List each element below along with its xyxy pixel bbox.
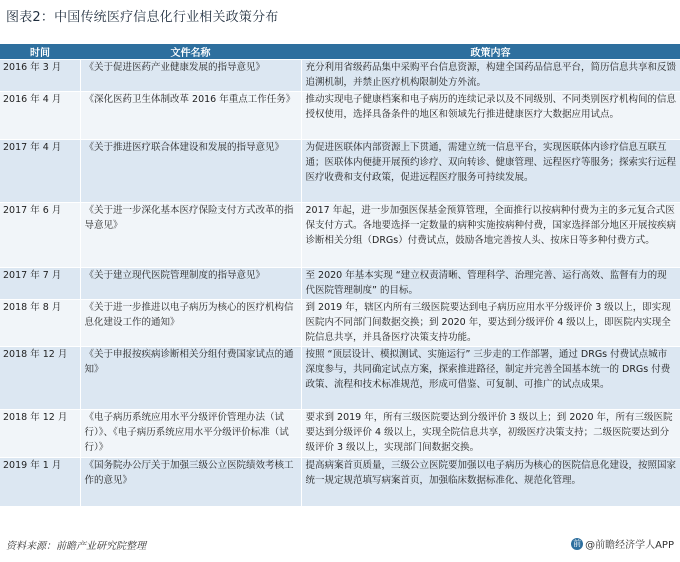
cell-name: 《关于进一步深化基本医疗保险支付方式改革的指导意见》 (80, 203, 301, 268)
cell-content: 要求到 2019 年，所有三级医院要达到分级评价 3 级以上；到 2020 年，所有三级医院要达到分级评价 4 级以上，实现全院信息共享，初级医疗决策支持；二级医院要达到分级评价 3 级以上，实现部门间数据交换。 (301, 410, 680, 458)
cell-name: 《关于促进医药产业健康发展的指导意见》 (80, 60, 301, 92)
cell-time: 2019 年 1 月 (0, 458, 80, 506)
source-note: 资料来源：前瞻产业研究院整理 (6, 541, 146, 552)
table-row (0, 60, 680, 92)
cell-content: 提高病案首页质量，三级公立医院要加强以电子病历为核心的医院信息化建设，按照国家统一规定规范填写病案首页，加强临床数据标准化、规范化管理。 (301, 458, 680, 506)
table-row (0, 347, 680, 410)
cell-name: 《关于推进医疗联合体建设和发展的指导意见》 (80, 140, 301, 203)
cell-time: 2018 年 12 月 (0, 347, 80, 410)
cell-time: 2016 年 3 月 (0, 60, 80, 92)
cell-time: 2017 年 7 月 (0, 268, 80, 300)
column-header-time: 时间 (0, 44, 80, 60)
table-row (0, 92, 680, 140)
column-header-content: 政策内容 (301, 44, 680, 60)
table-row (0, 203, 680, 268)
cell-content: 至 2020 年基本实现 “建立权责清晰、管理科学、治理完善、运行高效、监督有力的现代医院管理制度” 的目标。 (301, 268, 680, 300)
brand-text: @前瞻经济学人APP (585, 540, 674, 551)
figure-title: 图表2：中国传统医疗信息化行业相关政策分布 (6, 10, 279, 25)
cell-time: 2018 年 12 月 (0, 410, 80, 458)
table-row (0, 268, 680, 300)
cell-name: 《关于申报按疾病诊断相关分组付费国家试点的通知》 (80, 347, 301, 410)
cell-time: 2017 年 4 月 (0, 140, 80, 203)
cell-time: 2018 年 8 月 (0, 300, 80, 347)
column-header-name: 文件名称 (80, 44, 301, 60)
cell-content: 按照 “顶层设计、模拟测试、实施运行” 三步走的工作部署，通过 DRGs 付费试点城市深度参与，共同确定试点方案，探索推进路径，制定并完善全国基本统一的 DRGs 付费政策、流程和技术标准规范，形成可借鉴、可复制、可推广的试点成果。 (301, 347, 680, 410)
cell-content: 为促进医联体内部资源上下贯通，需建立统一信息平台，实现医联体内诊疗信息互联互通；医联体内便捷开展预约诊疗、双向转诊、健康管理、远程医疗等服务；探索实行远程医疗收费和支付政策，促进远程医疗服务可持续发展。 (301, 140, 680, 203)
policy-table (0, 44, 680, 506)
cell-content: 2017 年起，进一步加强医保基金预算管理，全面推行以按病种付费为主的多元复合式医保支付方式。各地要选择一定数量的病种实施按病种付费，国家选择部分地区开展按疾病诊断相关分组（DRGs）付费试点，鼓励各地完善按人头、按床日等多种付费方式。 (301, 203, 680, 268)
cell-content: 充分利用省级药品集中采购平台信息资源，构建全国药品信息平台，简历信息共享和反馈追溯机制，并禁止医疗机构限制处方外流。 (301, 60, 680, 92)
brand-logo-icon: 前 (573, 538, 582, 548)
cell-content: 推动实现电子健康档案和电子病历的连续记录以及不同级别、不同类别医疗机构间的信息授权使用，选择具备条件的地区和领域先行推进健康医疗大数据应用试点。 (301, 92, 680, 140)
cell-content: 到 2019 年，辖区内所有三级医院要达到电子病历应用水平分级评价 3 级以上，即实现医院内不同部门间数据交换；到 2020 年，要达到分级评价 4 级以上，即医院内实现全院信息共享，并具备医疗决策支持功能。 (301, 300, 680, 347)
brand-credit (571, 536, 674, 551)
cell-name: 《电子病历系统应用水平分级评价管理办法（试行）》、《电子病历系统应用水平分级评价标准（试行）》 (80, 410, 301, 458)
cell-name: 《关于建立现代医院管理制度的指导意见》 (80, 268, 301, 300)
table-row (0, 140, 680, 203)
cell-time: 2016 年 4 月 (0, 92, 80, 140)
table-header-row (0, 44, 680, 60)
cell-time: 2017 年 6 月 (0, 203, 80, 268)
table-row (0, 458, 680, 506)
table-row (0, 300, 680, 347)
cell-name: 《深化医药卫生体制改革 2016 年重点工作任务》 (80, 92, 301, 140)
cell-name: 《国务院办公厅关于加强三级公立医院绩效考核工作的意见》 (80, 458, 301, 506)
cell-name: 《关于进一步推进以电子病历为核心的医疗机构信息化建设工作的通知》 (80, 300, 301, 347)
table-row (0, 410, 680, 458)
